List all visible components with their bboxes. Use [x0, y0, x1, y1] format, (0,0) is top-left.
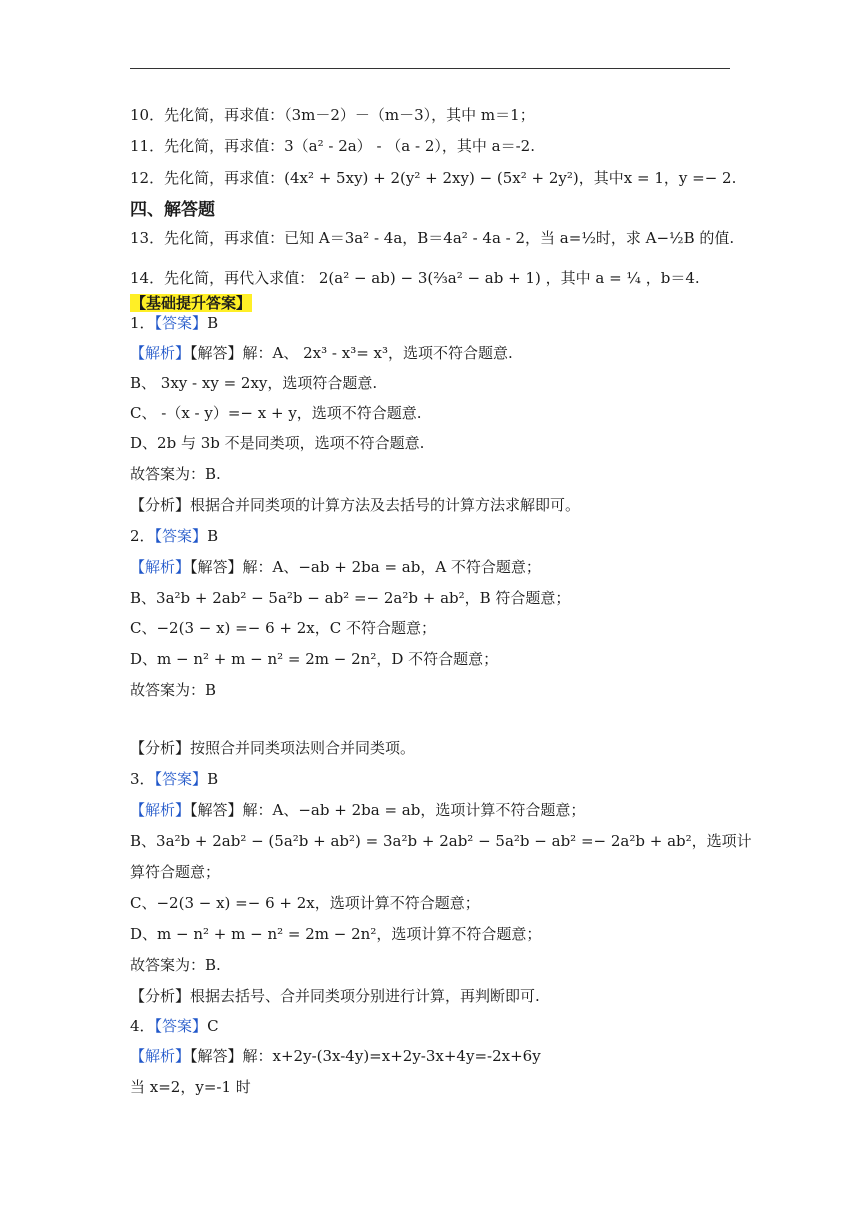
answer-3-header	[130, 768, 218, 790]
answer-1-line: B、 3xy - xy = 2xy，选项符合题意.	[130, 374, 378, 392]
question-14: 14．先化简，再代入求值： 2(a² − ab) − 3(⅔a² − ab + 1) ，其中 a = ¼ ，b＝4.	[130, 269, 700, 287]
answer-1-analysis-line	[130, 342, 513, 364]
note-tag: 【分析】	[130, 496, 191, 514]
answer-2-header	[130, 525, 218, 547]
answer-letter: B	[207, 770, 219, 788]
answer-3-note	[130, 985, 540, 1007]
note-text: 根据去括号、合并同类项分别进行计算，再判断即可.	[190, 987, 540, 1005]
question-12: 12．先化简，再求值：(4x² + 5xy) + 2(y² + 2xy) − (5x² + 2y²)，其中x = 1，y =− 2.	[130, 169, 737, 187]
header-rule	[130, 68, 730, 69]
answer-3-analysis-line	[130, 799, 585, 821]
answer-tag: 【答案】	[154, 1017, 208, 1035]
solution-tag: 【解答】	[190, 1047, 243, 1065]
answer-number: 3．	[130, 770, 155, 788]
answer-3-line: B、3a²b + 2ab² − (5a²b + ab²) = 3a²b + 2ab² − 5a²b − ab² =− 2a²b + ab²，选项计	[130, 832, 752, 850]
answer-banner-label: 【基础提升答案】	[131, 294, 252, 312]
answer-2-analysis-line	[130, 556, 541, 578]
answer-tag: 【答案】	[154, 527, 208, 545]
analysis-tag: 【解析】	[130, 558, 191, 576]
answer-4-analysis-line	[130, 1045, 541, 1067]
question-11: 11．先化简，再求值：3（a² - 2a） - （a - 2），其中 a＝-2.	[130, 137, 535, 155]
answer-banner	[130, 292, 252, 314]
solution-tag: 【解答】	[190, 344, 243, 362]
analysis-tag: 【解析】	[130, 344, 191, 362]
section-heading: 四、解答题	[130, 200, 215, 220]
answer-3-line: D、m − n² + m − n² = 2m − 2n²，选项计算不符合题意；	[130, 925, 542, 943]
note-tag: 【分析】	[130, 987, 191, 1005]
answer-number: 4．	[130, 1017, 155, 1035]
answer-number: 1．	[130, 314, 155, 332]
analysis-text: 解：A、−ab + 2ba = ab，选项计算不符合题意；	[242, 801, 586, 819]
analysis-tag: 【解析】	[130, 1047, 191, 1065]
analysis-text: 解：A、 2x³ - x³= x³，选项不符合题意.	[242, 344, 513, 362]
question-10: 10．先化简，再求值：（3m－2）－（m－3），其中 m＝1；	[130, 106, 535, 124]
answer-1-header	[130, 312, 218, 334]
question-13: 13．先化简，再求值：已知 A＝3a² - 4a，B＝4a² - 4a - 2，当 a=½时，求 A−½B 的值.	[130, 229, 735, 247]
answer-3-line: 算符合题意；	[130, 863, 221, 881]
note-text: 根据合并同类项的计算方法及去括号的计算方法求解即可。	[190, 496, 581, 514]
answer-2-line: C、−2(3 − x) =− 6 + 2x，C 不符合题意；	[130, 619, 436, 637]
analysis-text: 解：x+2y-(3x-4y)=x+2y-3x+4y=-2x+6y	[242, 1047, 541, 1065]
answer-letter: C	[207, 1017, 219, 1035]
answer-tag: 【答案】	[154, 314, 208, 332]
answer-letter: B	[207, 527, 219, 545]
answer-2-line: B、3a²b + 2ab² − 5a²b − ab² =− 2a²b + ab²，B 符合题意；	[130, 589, 571, 607]
note-tag: 【分析】	[130, 739, 191, 757]
answer-number: 2．	[130, 527, 155, 545]
answer-1-line: D、2b 与 3b 不是同类项，选项不符合题意.	[130, 434, 425, 452]
analysis-tag: 【解析】	[130, 801, 191, 819]
analysis-text: 解：A、−ab + 2ba = ab，A 不符合题意；	[242, 558, 541, 576]
answer-3-line: 故答案为：B.	[130, 956, 221, 974]
solution-tag: 【解答】	[190, 558, 243, 576]
answer-tag: 【答案】	[154, 770, 208, 788]
answer-1-line: 故答案为：B.	[130, 465, 221, 483]
solution-tag: 【解答】	[190, 801, 243, 819]
answer-2-line: 故答案为：B	[130, 681, 217, 699]
answer-2-line: D、m − n² + m − n² = 2m − 2n²，D 不符合题意；	[130, 650, 499, 668]
answer-4-header	[130, 1015, 219, 1037]
answer-2-note	[130, 737, 415, 759]
answer-4-line: 当 x=2，y=-1 时	[130, 1078, 251, 1096]
answer-1-note	[130, 494, 580, 516]
answer-letter: B	[207, 314, 219, 332]
answer-3-line: C、−2(3 − x) =− 6 + 2x，选项计算不符合题意；	[130, 894, 480, 912]
note-text: 按照合并同类项法则合并同类项。	[190, 739, 416, 757]
answer-1-line: C、 -（x - y）=− x + y，选项不符合题意.	[130, 404, 422, 422]
